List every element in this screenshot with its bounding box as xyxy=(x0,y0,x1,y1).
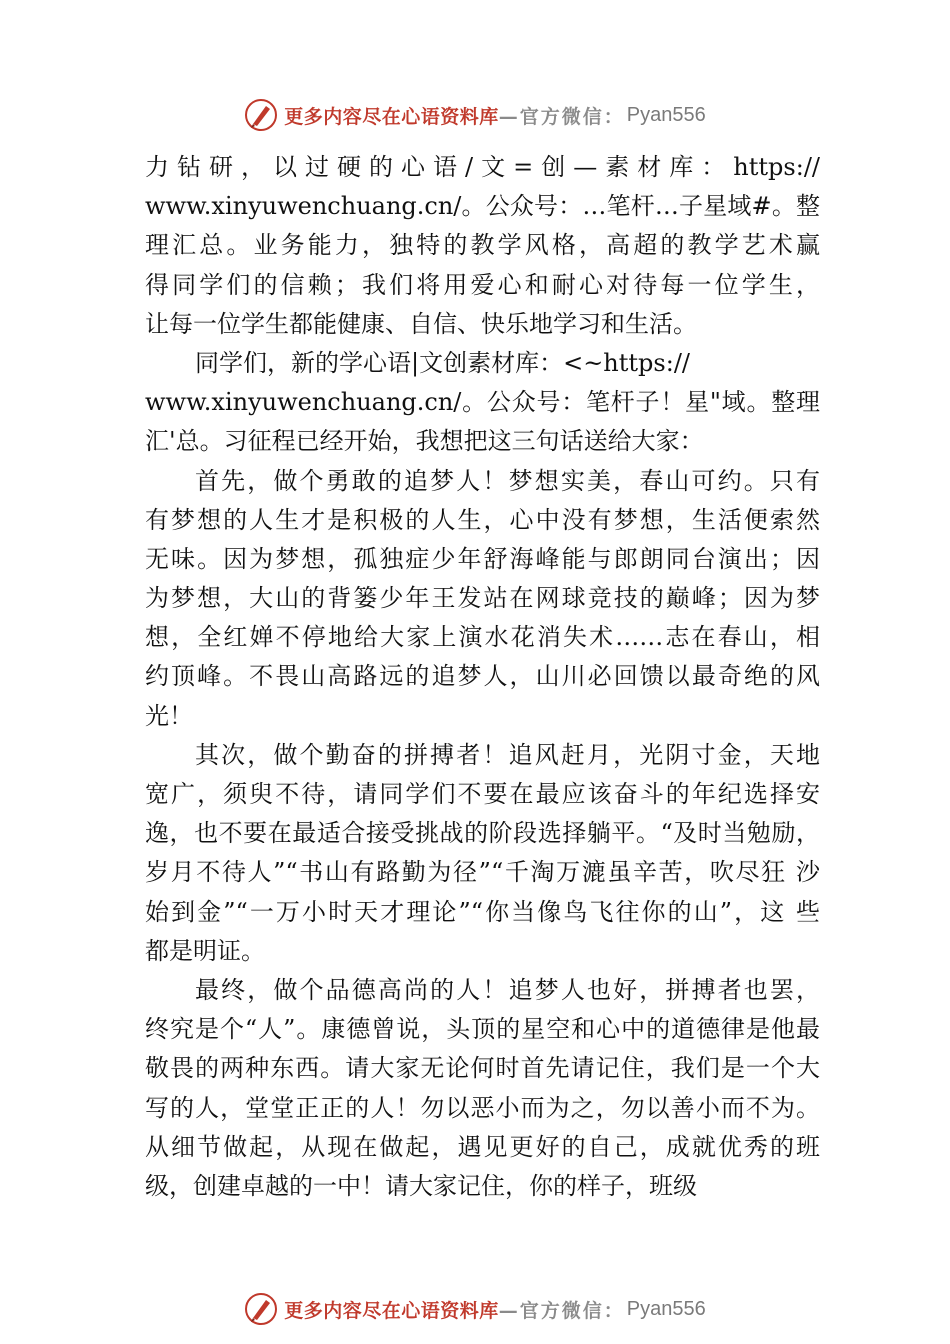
text-line: 想，全红婵不停地给大家上演水花消失术……志在春山，相 xyxy=(145,623,820,652)
text-line: 力钻研，以过硬的心语/文=创—素材库：https:// xyxy=(145,153,820,181)
text-line: 光！ xyxy=(145,701,193,730)
pen-quill-icon xyxy=(244,98,278,132)
text-line: 最终，做个品德高尚的人！追梦人也好，拼搏者也罢， xyxy=(195,975,820,1004)
text-line: 理汇总。业务能力，独特的教学风格，高超的教学艺术赢 xyxy=(145,231,820,260)
paragraph xyxy=(145,736,820,971)
text-line: 写的人，堂堂正正的人！勿以恶小而为之，勿以善小而不为。 xyxy=(145,1093,820,1122)
banner-library-text: 更多内容尽在心语资料库 xyxy=(284,105,499,128)
text-line: 从细节做起，从现在做起，遇见更好的自己，成就优秀的班 xyxy=(145,1132,820,1161)
text-line: 级，创建卓越的一中！请大家记住，你的样子，班级 xyxy=(145,1171,697,1200)
text-line: 始到金”“一万小时天才理论”“你当像鸟飞往你的山”，这 些 xyxy=(145,897,820,926)
banner-library-text: 更多内容尽在心语资料库 xyxy=(284,1299,499,1322)
paragraph xyxy=(145,344,820,462)
banner-wechat-id: Pyan556 xyxy=(626,103,706,126)
text-line: 无味。因为梦想，孤独症少年舒海峰能与郎朗同台演出；因 xyxy=(145,544,820,573)
paragraph xyxy=(145,148,820,344)
text-line: 终究是个“人”。康德曾说，头顶的星空和心中的道德律是他最 xyxy=(145,1015,820,1044)
header-banner xyxy=(0,95,950,135)
text-line: 其次，做个勤奋的拼搏者！追风赶月，光阴寸金，天地 xyxy=(195,740,820,769)
text-line: 首先，做个勇敢的追梦人！梦想实美，春山可约。只有 xyxy=(195,466,820,495)
paragraph xyxy=(145,971,820,1206)
text-line: 让每一位学生都能健康、自信、快乐地学习和生活。 xyxy=(145,309,697,338)
banner-wechat-label: —官方微信： xyxy=(498,1299,625,1322)
banner-wechat-id: Pyan556 xyxy=(626,1297,706,1320)
text-line: 约顶峰。不畏山高路远的追梦人，山川必回馈以最奇绝的风 xyxy=(145,662,820,691)
text-line: 有梦想的人生才是积极的人生，心中没有梦想，生活便索然 xyxy=(145,505,820,534)
text-line: 敬畏的两种东西。请大家无论何时首先请记住，我们是一个大 xyxy=(145,1054,820,1083)
text-line: 宽广，须臾不待，请同学们不要在最应该奋斗的年纪选择安 xyxy=(145,780,820,808)
text-line: www.xinyuwenchuang.cn/。公众号：…笔杆…子星域#。整 xyxy=(145,192,820,221)
document-body xyxy=(145,148,820,1206)
banner-wechat-label: —官方微信： xyxy=(498,105,625,128)
text-line: 同学们，新的学心语|文创素材库：<~https:// xyxy=(195,348,690,377)
footer-banner xyxy=(0,1289,950,1329)
paragraph xyxy=(145,462,820,736)
text-line: 逸，也不要在最适合接受挑战的阶段选择躺平。“及时当勉励， xyxy=(145,819,820,848)
text-line: 为梦想，大山的背篓少年王发站在网球竞技的巅峰；因为梦 xyxy=(145,584,820,613)
text-line: 岁月不待人”“书山有路勤为径”“千淘万漉虽辛苦，吹尽狂 沙 xyxy=(145,858,820,887)
text-line: www.xinyuwenchuang.cn/。公众号：笔杆子！星"域。整理 xyxy=(145,388,820,417)
text-line: 得同学们的信赖；我们将用爱心和耐心对待每一位学生， xyxy=(145,270,820,299)
text-line: 都是明证。 xyxy=(145,936,265,965)
pen-quill-icon xyxy=(244,1292,278,1326)
text-line: 汇'总。习征程已经开始，我想把这三句话送给大家： xyxy=(145,427,704,456)
